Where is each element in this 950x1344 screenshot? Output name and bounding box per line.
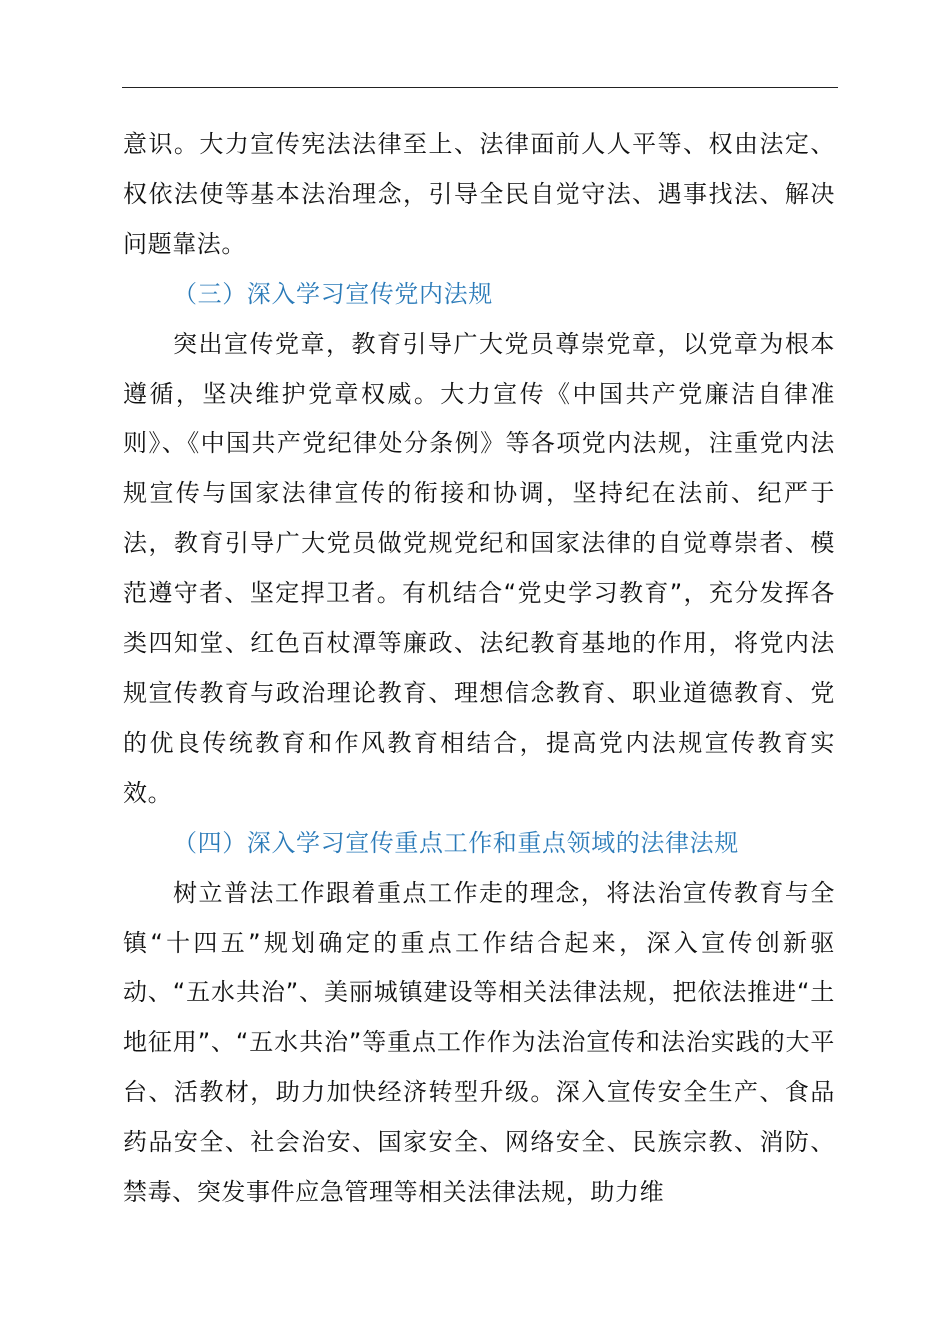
paragraph-key-work-laws: 树立普法工作跟着重点工作走的理念，将法治宣传教育与全镇“十四五”规划确定的重点工作结合起来，深入宣传创新驱动、“五水共治”、美丽城镇建设等相关法律法规，把依法推进“土地征用”、“五水共治”等重点工作作为法治宣传和法治实践的大平台、活教材，助力加快经济转型升级。深入宣传安全生产、食品药品安全、社会治安、国家安全、网络安全、民族宗教、消防、禁毒、突发事件应急管理等相关法律法规，助力维 (123, 878, 835, 1207)
paragraph-continued: 意识。大力宣传宪法法律至上、法律面前人人平等、权由法定、权依法使等基本法治理念，引导全民自觉守法、遇事找法、解决问题靠法。 (123, 130, 835, 258)
document-body (123, 120, 835, 1218)
header-rule (122, 87, 838, 88)
section-heading-3: （三）深入学习宣传党内法规 (173, 279, 493, 308)
section-heading-4: （四）深入学习宣传重点工作和重点领域的法律法规 (173, 828, 739, 857)
paragraph-party-regulations: 突出宣传党章，教育引导广大党员尊崇党章，以党章为根本遵循，坚决维护党章权威。大力宣传《中国共产党廉洁自律准则》、《中国共产党纪律处分条例》等各项党内法规，注重党内法规宣传与国家法律宣传的衔接和协调，坚持纪在法前、纪严于法，教育引导广大党员做党规党纪和国家法律的自觉尊崇者、模范遵守者、坚定捍卫者。有机结合“党史学习教育”，充分发挥各类四知堂、红色百杖潭等廉政、法纪教育基地的作用，将党内法规宣传教育与政治理论教育、理想信念教育、职业道德教育、党的优良传统教育和作风教育相结合，提高党内法规宣传教育实效。 (123, 329, 835, 807)
